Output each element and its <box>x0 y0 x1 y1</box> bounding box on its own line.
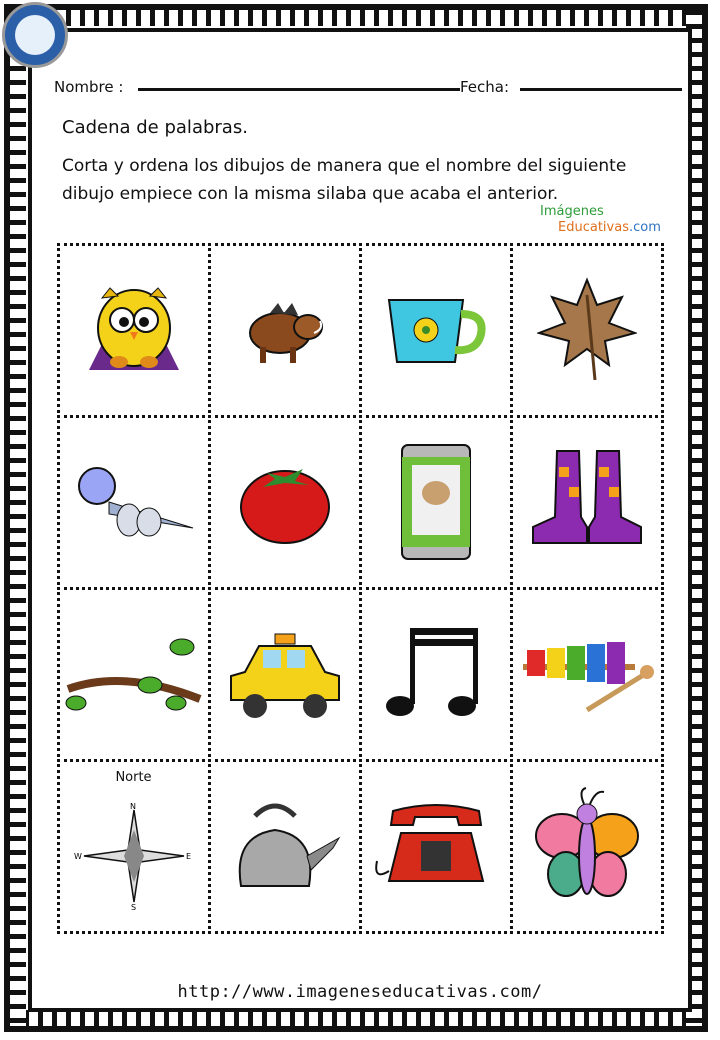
card-boar[interactable] <box>208 243 362 418</box>
header-fields <box>54 78 684 100</box>
taxi-icon <box>225 626 345 722</box>
card-leaf[interactable] <box>510 243 664 418</box>
card-butterfly[interactable] <box>510 759 664 934</box>
boar-icon <box>240 285 330 375</box>
card-tomato[interactable] <box>208 415 362 590</box>
north-label: Norte <box>115 769 152 785</box>
boots-icon <box>527 447 647 557</box>
tomato-icon <box>237 459 333 545</box>
card-music-note[interactable] <box>359 587 513 762</box>
leaf-icon <box>537 275 637 385</box>
card-tin-can[interactable] <box>359 415 513 590</box>
brand-watermark: Imágenes Educativas.com <box>540 204 661 235</box>
card-taxi[interactable] <box>208 587 362 762</box>
name-label: Nombre : <box>54 78 124 96</box>
date-label: Fecha: <box>460 78 510 96</box>
card-xylophone[interactable] <box>510 587 664 762</box>
music-note-icon <box>386 624 486 724</box>
compass-rose-icon <box>74 800 194 910</box>
footer-url[interactable]: http://www.imageneseducativas.com/ <box>177 982 543 1002</box>
owl-icon <box>84 280 184 380</box>
card-compass[interactable] <box>57 759 211 934</box>
kettle-icon <box>225 796 345 896</box>
instructions: Corta y ordena los dibujos de manera que el nombre del siguiente dibujo empiece con la misma silaba que acaba el anterior. <box>62 156 627 204</box>
card-branch[interactable] <box>57 587 211 762</box>
svg-text:W: W <box>73 852 82 861</box>
page-title: Cadena de palabras. <box>62 117 248 138</box>
card-owl[interactable] <box>57 243 211 418</box>
svg-text:N: N <box>129 802 136 811</box>
card-kettle[interactable] <box>208 759 362 934</box>
card-telephone[interactable] <box>359 759 513 934</box>
xylophone-icon <box>517 634 657 714</box>
telephone-icon <box>371 801 501 891</box>
butterfly-icon <box>532 786 642 906</box>
date-line[interactable] <box>520 88 682 91</box>
card-dragonfly[interactable] <box>57 415 211 590</box>
cup-icon <box>381 290 491 370</box>
tin-can-icon <box>396 437 476 567</box>
name-line[interactable] <box>138 88 460 91</box>
svg-text:E: E <box>185 852 191 861</box>
svg-text:S: S <box>130 903 136 910</box>
card-boots[interactable] <box>510 415 664 590</box>
picture-grid <box>58 244 662 932</box>
dragonfly-icon <box>69 462 199 542</box>
site-logo <box>2 2 68 68</box>
card-cup[interactable] <box>359 243 513 418</box>
branch-icon <box>64 629 204 719</box>
